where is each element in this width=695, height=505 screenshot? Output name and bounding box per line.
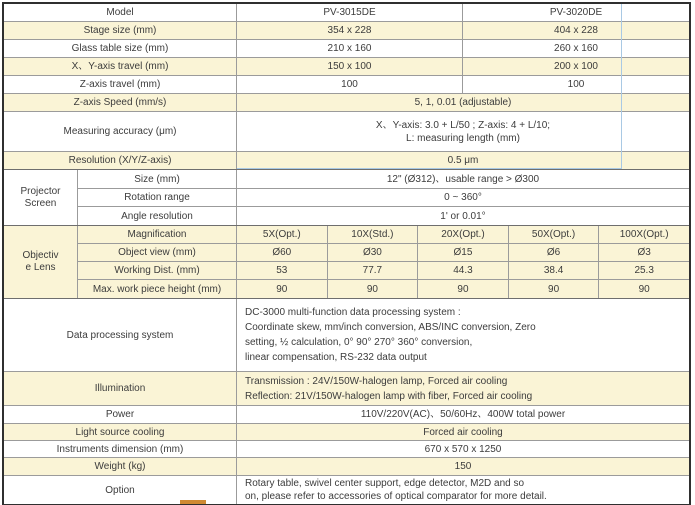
group-label-objective-lens: Objectiv e Lens [4, 226, 78, 298]
data-processing-value [237, 299, 689, 371]
group-label-projector-screen: Projector Screen [4, 170, 78, 225]
working-dist-5: 25.3 [634, 265, 654, 276]
model-value-2: PV-3020DE [549, 7, 603, 18]
working-dist-4: 38.4 [509, 262, 600, 279]
data-processing-line-2: Coordinate skew, mm/inch conversion, ABS/INC conversion, Zero [245, 322, 536, 333]
objective-lens-rows [78, 226, 689, 298]
max-height-4: 90 [509, 280, 600, 298]
glass-table-value-2: 260 x 160 [554, 43, 598, 54]
object-view-4: Ø6 [509, 244, 600, 261]
xy-travel-value-2: 200 x 100 [554, 61, 598, 72]
row-label-object-view: Object view (mm) [78, 244, 237, 261]
angle-resolution-value: 1' or 0.01° [440, 210, 486, 222]
magnification-50x: 50X(Opt.) [509, 226, 600, 243]
spec-row-max-height [78, 280, 689, 298]
working-dist-3: 44.3 [418, 262, 509, 279]
specification-table [2, 2, 691, 505]
object-view-5: Ø3 [637, 247, 651, 258]
illumination-value [237, 372, 689, 405]
z-travel-value-2: 100 [567, 79, 585, 90]
option-line-2: on, please refer to accessories of optical comparator for more detail. [245, 491, 547, 502]
data-processing-line-3: setting, ½ calculation, 0° 90° 270° 360° conversion, [245, 337, 473, 348]
row-label-stage-size: Stage size (mm) [4, 22, 237, 39]
spec-row-accuracy [4, 112, 689, 152]
stage-size-value-2: 404 x 228 [554, 25, 598, 36]
option-line-1: Rotary table, swivel center support, edge detector, M2D and so [245, 478, 525, 489]
max-height-1: 90 [237, 280, 328, 298]
model-value-1: PV-3015DE [237, 4, 463, 21]
working-dist-2: 77.7 [328, 262, 419, 279]
z-speed-value: 5, 1, 0.01 (adjustable) [414, 97, 512, 108]
spec-row-screen-size [78, 170, 689, 189]
magnification-100x: 100X(Opt.) [619, 229, 669, 240]
row-label-rotation-range: Rotation range [78, 189, 237, 206]
max-height-2: 90 [328, 280, 419, 298]
row-label-max-height: Max. work piece height (mm) [78, 280, 237, 298]
spec-row-angle-resolution [78, 207, 689, 225]
row-label-angle-resolution: Angle resolution [78, 207, 237, 225]
glass-table-value-1: 210 x 160 [237, 40, 463, 57]
row-label-option: Option [4, 476, 237, 504]
row-label-dimension: Instruments dimension (mm) [4, 441, 237, 457]
spec-row-stage-size [4, 22, 689, 40]
accuracy-line-2: L: measuring length (mm) [406, 132, 520, 144]
object-view-1: Ø60 [237, 244, 328, 261]
screen-size-value: 12" (Ø312)、usable range > Ø300 [386, 173, 540, 185]
spec-row-data-processing [4, 299, 689, 372]
spec-row-rotation-range [78, 189, 689, 207]
spec-row-xy-travel [4, 58, 689, 76]
spec-row-z-travel [4, 76, 689, 94]
spec-row-illumination [4, 372, 689, 406]
objective-lens-block [4, 226, 689, 299]
row-label-working-dist: Working Dist. (mm) [78, 262, 237, 279]
object-view-2: Ø30 [328, 244, 419, 261]
row-label-light-cooling: Light source cooling [4, 424, 237, 440]
max-height-5: 90 [638, 283, 650, 295]
row-label-resolution: Resolution (X/Y/Z-axis) [4, 152, 237, 169]
projector-screen-block [4, 170, 689, 226]
selection-line-vertical [621, 4, 622, 169]
row-label-z-travel: Z-axis travel (mm) [4, 76, 237, 93]
light-cooling-value: Forced air cooling [423, 426, 503, 438]
magnification-20x: 20X(Opt.) [418, 226, 509, 243]
xy-travel-value-1: 150 x 100 [237, 58, 463, 75]
working-dist-1: 53 [237, 262, 328, 279]
resolution-value: 0.5 μm [447, 155, 479, 166]
data-processing-line-4: linear compensation, RS-232 data output [245, 352, 427, 363]
row-label-power: Power [4, 406, 237, 423]
spec-row-z-speed [4, 94, 689, 112]
spec-row-object-view [78, 244, 689, 262]
row-label-magnification: Magnification [78, 226, 237, 243]
z-travel-value-1: 100 [237, 76, 463, 93]
illumination-line-2: Reflection: 21V/150W-halogen lamp with fiber, Forced air cooling [245, 390, 533, 402]
option-value [237, 476, 689, 504]
row-label-model: Model [4, 4, 237, 21]
dimension-value: 670 x 570 x 1250 [424, 443, 502, 455]
max-height-3: 90 [418, 280, 509, 298]
spec-row-dimension [4, 441, 689, 458]
spec-row-power [4, 406, 689, 424]
data-processing-line-1: DC-3000 multi-function data processing system : [245, 307, 461, 318]
weight-value: 150 [454, 461, 472, 472]
magnification-5x: 5X(Opt.) [237, 226, 328, 243]
accuracy-line-1: X、Y-axis: 3.0 + L/50 ; Z-axis: 4 + L/10; [375, 119, 551, 131]
spec-row-option [4, 476, 689, 504]
row-label-weight: Weight (kg) [4, 458, 237, 475]
projector-screen-rows [78, 170, 689, 225]
row-label-accuracy: Measuring accuracy (μm) [4, 112, 237, 151]
row-label-screen-size: Size (mm) [78, 170, 237, 188]
spec-row-glass-table [4, 40, 689, 58]
spec-row-model [4, 4, 689, 22]
spec-row-weight [4, 458, 689, 476]
spec-row-magnification [78, 226, 689, 244]
spec-row-light-cooling [4, 424, 689, 441]
power-value: 110V/220V(AC)、50/60Hz、400W total power [360, 409, 566, 420]
illumination-line-1: Transmission : 24V/150W-halogen lamp, Forced air cooling [245, 375, 508, 387]
rotation-range-value: 0 ~ 360° [444, 192, 482, 203]
highlight-mark [180, 500, 206, 504]
object-view-3: Ø15 [418, 244, 509, 261]
spec-row-working-dist [78, 262, 689, 280]
row-label-data-processing: Data processing system [4, 299, 237, 371]
row-label-z-speed: Z-axis Speed (mm/s) [4, 94, 237, 111]
magnification-10x: 10X(Std.) [328, 226, 419, 243]
row-label-glass-table: Glass table size (mm) [4, 40, 237, 57]
selection-line-horizontal [237, 168, 622, 169]
row-label-xy-travel: X、Y-axis travel (mm) [4, 58, 237, 75]
row-label-illumination: Illumination [4, 372, 237, 405]
stage-size-value-1: 354 x 228 [237, 22, 463, 39]
